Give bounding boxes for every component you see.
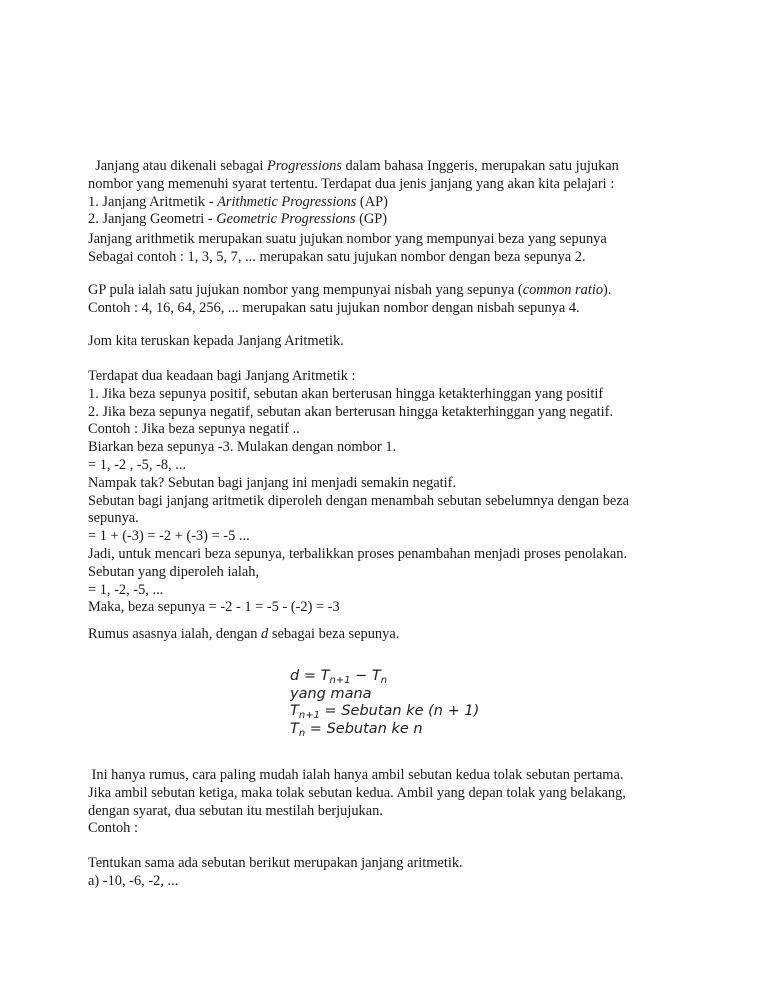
formula-text: − T	[350, 668, 381, 684]
keadaan-line: Maka, beza sepunya = -2 - 1 = -5 - (-2) = -3	[88, 599, 340, 616]
formula-text: T	[290, 720, 299, 737]
italic-term: Arithmetic Progressions	[217, 193, 357, 210]
jom-paragraph	[88, 333, 688, 351]
tips-line: dengan syarat, dua sebutan itu mestilah berjujukan.	[88, 802, 383, 819]
formula-line-2: yang mana	[290, 685, 372, 702]
formula-subscript: n	[380, 675, 388, 686]
question-line: a) -10, -6, -2, ...	[88, 872, 179, 889]
text: (GP)	[355, 211, 388, 228]
gp-def-line-2: Contoh : 4, 16, 64, 256, ... merupakan satu jujukan nombor dengan nisbah sepunya 4.	[88, 299, 580, 316]
keadaan-line: Terdapat dua keadaan bagi Janjang Aritmetik :	[88, 368, 356, 384]
ap-definition-paragraph	[88, 231, 688, 267]
ap-def-line-1: Janjang arithmetik merupakan suatu jujukan nombor yang mempunyai beza yang sepunya	[88, 231, 607, 247]
formula-text: = Sebutan ke n	[305, 720, 423, 737]
common-difference-formula	[290, 668, 510, 738]
intro-line-1	[88, 158, 688, 176]
ap-def-line-2: Sebagai contoh : 1, 3, 5, 7, ... merupakan satu jujukan nombor dengan beza sepunya 2.	[88, 248, 586, 265]
tips-paragraph	[88, 767, 688, 838]
keadaan-line: Contoh : Jika beza sepunya negatif ..	[88, 421, 300, 438]
tips-line: Jika ambil sebutan ketiga, maka tolak sebutan kedua. Ambil yang depan tolak yang belakang,	[88, 784, 626, 801]
keadaan-line: Sebutan yang diperoleh ialah,	[88, 563, 260, 580]
formula-subscript: n+1	[298, 710, 320, 721]
intro-line-4	[88, 211, 688, 229]
keadaan-line: sepunya.	[88, 510, 139, 527]
formula-line-4	[290, 721, 510, 739]
text: sebagai beza sepunya.	[268, 626, 400, 642]
intro-line-2: nombor yang memenuhi syarat tertentu. Terdapat dua jenis janjang yang akan kita pelajari :	[88, 175, 615, 192]
keadaan-line: 2. Jika beza sepunya negatif, sebutan akan berterusan hingga ketakterhinggan yang negatif.	[88, 403, 614, 420]
italic-variable: d	[261, 626, 269, 642]
keadaan-line: = 1 + (-3) = -2 + (-3) = -5 ...	[88, 528, 250, 545]
gp-def-line-1	[88, 282, 688, 300]
question-paragraph	[88, 855, 688, 891]
intro-paragraph	[88, 158, 688, 229]
jom-line: Jom kita teruskan kepada Janjang Aritmetik.	[88, 333, 344, 349]
formula-subscript: n+1	[329, 675, 351, 686]
gp-definition-paragraph	[88, 282, 688, 318]
rumus-paragraph	[88, 626, 688, 644]
keadaan-line: Biarkan beza sepunya -3. Mulakan dengan nombor 1.	[88, 439, 397, 456]
keadaan-line: 1. Jika beza sepunya positif, sebutan akan berterusan hingga ketakterhinggan yang positif	[88, 385, 604, 402]
keadaan-line: = 1, -2, -5, ...	[88, 581, 164, 598]
italic-term: Geometric Progressions	[216, 211, 356, 228]
tips-line: Ini hanya rumus, cara paling mudah ialah hanya ambil sebutan kedua tolak sebutan pertama.	[88, 767, 624, 783]
formula-subscript: n	[298, 727, 306, 739]
rumus-line	[88, 626, 688, 644]
text: dalam bahasa Inggeris, merupakan satu jujukan	[341, 158, 619, 174]
text: GP pula ialah satu jujukan nombor yang mempunyai nisbah yang sepunya (	[88, 282, 523, 298]
formula-text: d = T	[290, 668, 330, 684]
formula-text: T	[290, 703, 299, 719]
formula-line-1	[290, 668, 510, 686]
intro-line-3	[88, 194, 688, 212]
text: Janjang atau dikenali sebagai	[88, 158, 268, 174]
keadaan-line: Nampak tak? Sebutan bagi janjang ini menjadi semakin negatif.	[88, 474, 457, 491]
text: (AP)	[356, 193, 388, 210]
formula-line-3	[290, 703, 510, 721]
italic-term: Progressions	[267, 158, 342, 174]
text: 1. Janjang Aritmetik -	[88, 193, 218, 210]
keadaan-line: Jadi, untuk mencari beza sepunya, terbalikkan proses penambahan menjadi proses penolakan.	[88, 545, 628, 562]
text: Rumus asasnya ialah, dengan	[88, 626, 262, 642]
tips-line: Contoh :	[88, 820, 138, 837]
keadaan-paragraph	[88, 368, 688, 617]
question-line: Tentukan sama ada sebutan berikut merupakan janjang aritmetik.	[88, 855, 463, 871]
text: 2. Janjang Geometri -	[88, 211, 217, 228]
keadaan-line: Sebutan bagi janjang aritmetik diperoleh dengan menambah sebutan sebelumnya dengan beza	[88, 492, 630, 509]
formula-text: = Sebutan ke (n + 1)	[319, 703, 480, 719]
italic-term: common ratio	[522, 282, 604, 298]
text: ).	[603, 282, 612, 298]
keadaan-line: = 1, -2 , -5, -8, ...	[88, 456, 187, 473]
